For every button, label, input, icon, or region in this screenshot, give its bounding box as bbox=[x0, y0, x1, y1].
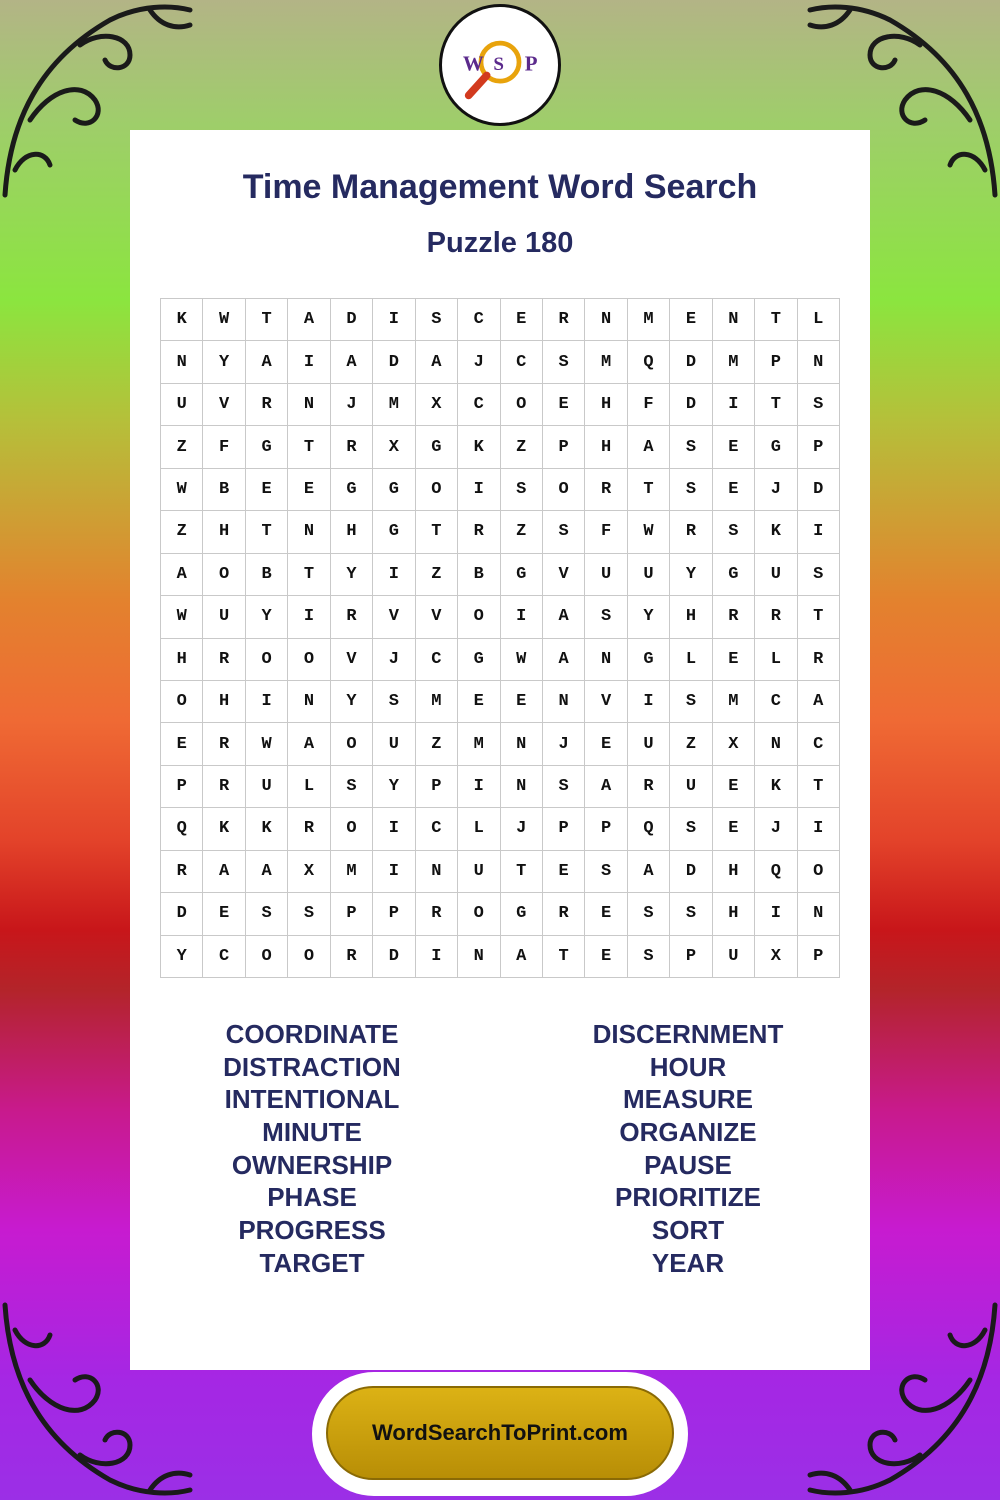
grid-cell: O bbox=[543, 469, 585, 511]
grid-cell: E bbox=[713, 639, 755, 681]
grid-cell: A bbox=[203, 851, 245, 893]
grid-cell: J bbox=[458, 341, 500, 383]
grid-cell: Y bbox=[628, 596, 670, 638]
grid-cell: C bbox=[798, 723, 840, 765]
grid-cell: P bbox=[543, 808, 585, 850]
grid-cell: O bbox=[246, 639, 288, 681]
grid-cell: D bbox=[331, 299, 373, 341]
grid-cell: N bbox=[288, 384, 330, 426]
grid-cell: S bbox=[798, 384, 840, 426]
grid-cell: K bbox=[755, 511, 797, 553]
grid-cell: C bbox=[203, 936, 245, 978]
word-list-item: PAUSE bbox=[644, 1149, 732, 1180]
grid-cell: S bbox=[373, 681, 415, 723]
grid-cell: A bbox=[585, 766, 627, 808]
grid-cell: A bbox=[628, 851, 670, 893]
grid-cell: N bbox=[543, 681, 585, 723]
word-list-item: YEAR bbox=[651, 1247, 725, 1278]
grid-cell: O bbox=[203, 554, 245, 596]
grid-cell: J bbox=[543, 723, 585, 765]
grid-cell: F bbox=[203, 426, 245, 468]
grid-cell: N bbox=[585, 299, 627, 341]
grid-cell: M bbox=[713, 681, 755, 723]
grid-cell: A bbox=[543, 596, 585, 638]
grid-cell: F bbox=[585, 511, 627, 553]
word-list-item: ORGANIZE bbox=[619, 1117, 757, 1148]
grid-cell: G bbox=[331, 469, 373, 511]
grid-cell: I bbox=[755, 893, 797, 935]
grid-cell: K bbox=[161, 299, 203, 341]
grid-cell: R bbox=[203, 723, 245, 765]
grid-cell: N bbox=[798, 893, 840, 935]
grid-cell: S bbox=[670, 426, 712, 468]
grid-cell: Z bbox=[416, 723, 458, 765]
grid-cell: Y bbox=[331, 681, 373, 723]
grid-cell: Y bbox=[373, 766, 415, 808]
grid-cell: G bbox=[501, 893, 543, 935]
grid-cell: R bbox=[161, 851, 203, 893]
grid-cell: O bbox=[288, 936, 330, 978]
grid-cell: S bbox=[670, 469, 712, 511]
grid-cell: I bbox=[798, 511, 840, 553]
grid-cell: S bbox=[501, 469, 543, 511]
grid-cell: W bbox=[501, 639, 543, 681]
grid-cell: G bbox=[755, 426, 797, 468]
grid-cell: X bbox=[713, 723, 755, 765]
grid-cell: Z bbox=[670, 723, 712, 765]
grid-cell: S bbox=[798, 554, 840, 596]
site-link[interactable]: WordSearchToPrint.com bbox=[372, 1420, 628, 1445]
grid-cell: Q bbox=[628, 808, 670, 850]
grid-cell: I bbox=[373, 299, 415, 341]
grid-cell: S bbox=[543, 341, 585, 383]
grid-cell: A bbox=[246, 341, 288, 383]
grid-cell: E bbox=[203, 893, 245, 935]
grid-cell: A bbox=[628, 426, 670, 468]
grid-cell: N bbox=[288, 681, 330, 723]
grid-cell: B bbox=[458, 554, 500, 596]
grid-cell: E bbox=[670, 299, 712, 341]
grid-cell: A bbox=[331, 341, 373, 383]
grid-cell: E bbox=[458, 681, 500, 723]
grid-cell: V bbox=[585, 681, 627, 723]
grid-cell: A bbox=[501, 936, 543, 978]
grid-cell: P bbox=[373, 893, 415, 935]
grid-cell: H bbox=[203, 511, 245, 553]
grid-cell: M bbox=[585, 341, 627, 383]
grid-cell: I bbox=[458, 766, 500, 808]
grid-cell: H bbox=[713, 851, 755, 893]
grid-cell: R bbox=[331, 426, 373, 468]
grid-cell: R bbox=[331, 936, 373, 978]
grid-cell: H bbox=[670, 596, 712, 638]
grid-cell: S bbox=[628, 893, 670, 935]
grid-cell: M bbox=[713, 341, 755, 383]
grid-cell: M bbox=[331, 851, 373, 893]
grid-cell: G bbox=[713, 554, 755, 596]
word-list-item: DISCERNMENT bbox=[592, 1019, 784, 1049]
grid-cell: A bbox=[798, 681, 840, 723]
grid-cell: P bbox=[798, 936, 840, 978]
grid-cell: B bbox=[203, 469, 245, 511]
grid-cell: I bbox=[501, 596, 543, 638]
grid-cell: A bbox=[288, 299, 330, 341]
word-list-item: INTENTIONAL bbox=[224, 1084, 400, 1115]
grid-cell: C bbox=[755, 681, 797, 723]
grid-cell: C bbox=[501, 341, 543, 383]
grid-cell: G bbox=[458, 639, 500, 681]
grid-cell: A bbox=[288, 723, 330, 765]
grid-cell: P bbox=[585, 808, 627, 850]
grid-cell: R bbox=[670, 511, 712, 553]
word-list-right bbox=[538, 1018, 838, 1280]
grid-cell: D bbox=[161, 893, 203, 935]
grid-cell: T bbox=[755, 299, 797, 341]
grid-cell: W bbox=[628, 511, 670, 553]
footer-pill[interactable] bbox=[326, 1386, 674, 1480]
word-list-item: SORT bbox=[651, 1215, 725, 1246]
grid-cell: S bbox=[585, 851, 627, 893]
grid-cell: O bbox=[458, 893, 500, 935]
grid-cell: S bbox=[585, 596, 627, 638]
grid-cell: Z bbox=[161, 426, 203, 468]
grid-cell: I bbox=[416, 936, 458, 978]
grid-cell: O bbox=[161, 681, 203, 723]
grid-cell: T bbox=[628, 469, 670, 511]
grid-cell: A bbox=[161, 554, 203, 596]
grid-cell: N bbox=[585, 639, 627, 681]
grid-cell: C bbox=[416, 808, 458, 850]
grid-cell: E bbox=[543, 384, 585, 426]
grid-cell: E bbox=[713, 766, 755, 808]
page-title: Time Management Word Search bbox=[242, 168, 758, 206]
grid-cell: R bbox=[331, 596, 373, 638]
grid-cell: G bbox=[246, 426, 288, 468]
grid-cell: E bbox=[543, 851, 585, 893]
grid-cell: X bbox=[416, 384, 458, 426]
grid-cell: Y bbox=[246, 596, 288, 638]
grid-cell: G bbox=[373, 469, 415, 511]
grid-cell: N bbox=[798, 341, 840, 383]
grid-cell: T bbox=[246, 511, 288, 553]
grid-cell: P bbox=[670, 936, 712, 978]
grid-cell: E bbox=[585, 723, 627, 765]
grid-cell: J bbox=[755, 469, 797, 511]
grid-cell: S bbox=[713, 511, 755, 553]
grid-cell: I bbox=[713, 384, 755, 426]
grid-cell: R bbox=[203, 766, 245, 808]
grid-cell: I bbox=[288, 596, 330, 638]
grid-cell: B bbox=[246, 554, 288, 596]
grid-cell: S bbox=[543, 766, 585, 808]
grid-cell: E bbox=[501, 681, 543, 723]
grid-cell: A bbox=[543, 639, 585, 681]
grid-cell: V bbox=[373, 596, 415, 638]
grid-cell: I bbox=[458, 469, 500, 511]
grid-cell: U bbox=[373, 723, 415, 765]
grid-cell: U bbox=[458, 851, 500, 893]
grid-cell: N bbox=[288, 511, 330, 553]
grid-cell: H bbox=[331, 511, 373, 553]
grid-cell: R bbox=[543, 893, 585, 935]
grid-cell: I bbox=[373, 554, 415, 596]
grid-cell: Z bbox=[501, 511, 543, 553]
grid-cell: I bbox=[246, 681, 288, 723]
word-list-item: PHASE bbox=[267, 1182, 357, 1213]
grid-cell: L bbox=[670, 639, 712, 681]
grid-cell: S bbox=[331, 766, 373, 808]
word-list-item: PRIORITIZE bbox=[615, 1182, 761, 1213]
logo-letter-s: S bbox=[493, 53, 504, 75]
grid-cell: A bbox=[246, 851, 288, 893]
grid-cell: G bbox=[416, 426, 458, 468]
grid-cell: Z bbox=[161, 511, 203, 553]
grid-cell: S bbox=[628, 936, 670, 978]
grid-cell: S bbox=[670, 681, 712, 723]
grid-cell: I bbox=[798, 808, 840, 850]
grid-cell: P bbox=[798, 426, 840, 468]
grid-cell: T bbox=[288, 554, 330, 596]
grid-cell: W bbox=[161, 596, 203, 638]
grid-cell: L bbox=[755, 639, 797, 681]
grid-cell: R bbox=[585, 469, 627, 511]
grid-cell: O bbox=[331, 723, 373, 765]
grid-cell: T bbox=[543, 936, 585, 978]
grid-cell: T bbox=[246, 299, 288, 341]
grid-cell: P bbox=[543, 426, 585, 468]
grid-cell: U bbox=[755, 554, 797, 596]
grid-cell: I bbox=[373, 851, 415, 893]
word-list-item: TARGET bbox=[259, 1247, 365, 1278]
grid-cell: G bbox=[628, 639, 670, 681]
footer-badge bbox=[312, 1372, 688, 1496]
grid-cell: N bbox=[501, 766, 543, 808]
grid-cell: E bbox=[585, 936, 627, 978]
grid-cell: E bbox=[501, 299, 543, 341]
grid-cell: M bbox=[628, 299, 670, 341]
grid-cell: E bbox=[713, 426, 755, 468]
grid-cell: N bbox=[755, 723, 797, 765]
grid-cell: D bbox=[373, 341, 415, 383]
grid-cell: O bbox=[246, 936, 288, 978]
word-list-item: HOUR bbox=[649, 1051, 727, 1082]
grid-cell: I bbox=[373, 808, 415, 850]
grid-cell: Y bbox=[203, 341, 245, 383]
grid-cell: T bbox=[798, 766, 840, 808]
grid-cell: S bbox=[670, 893, 712, 935]
grid-cell: X bbox=[373, 426, 415, 468]
grid-cell: T bbox=[501, 851, 543, 893]
grid-cell: M bbox=[373, 384, 415, 426]
grid-cell: P bbox=[755, 341, 797, 383]
grid-cell: G bbox=[373, 511, 415, 553]
grid-cell: O bbox=[288, 639, 330, 681]
grid-cell: N bbox=[501, 723, 543, 765]
grid-cell: K bbox=[458, 426, 500, 468]
grid-cell: T bbox=[288, 426, 330, 468]
grid-cell: V bbox=[416, 596, 458, 638]
grid-cell: H bbox=[713, 893, 755, 935]
grid-cell: H bbox=[585, 384, 627, 426]
grid-cell: S bbox=[416, 299, 458, 341]
grid-cell: V bbox=[331, 639, 373, 681]
grid-cell: K bbox=[755, 766, 797, 808]
logo-letter-p: P bbox=[524, 51, 538, 76]
grid-cell: S bbox=[246, 893, 288, 935]
grid-cell: R bbox=[798, 639, 840, 681]
grid-cell: P bbox=[161, 766, 203, 808]
word-list-left bbox=[162, 1018, 462, 1280]
grid-cell: W bbox=[203, 299, 245, 341]
grid-cell: S bbox=[288, 893, 330, 935]
grid-cell: Q bbox=[628, 341, 670, 383]
grid-cell: R bbox=[203, 639, 245, 681]
grid-cell: L bbox=[288, 766, 330, 808]
grid-cell: U bbox=[628, 723, 670, 765]
grid-cell: U bbox=[628, 554, 670, 596]
grid-cell: X bbox=[755, 936, 797, 978]
grid-cell: O bbox=[331, 808, 373, 850]
grid-cell: J bbox=[501, 808, 543, 850]
grid-cell: R bbox=[246, 384, 288, 426]
grid-cell: O bbox=[798, 851, 840, 893]
grid-cell: R bbox=[543, 299, 585, 341]
grid-cell: X bbox=[288, 851, 330, 893]
grid-cell: M bbox=[458, 723, 500, 765]
grid-cell: C bbox=[416, 639, 458, 681]
grid-cell: R bbox=[458, 511, 500, 553]
grid-cell: J bbox=[755, 808, 797, 850]
grid-cell: M bbox=[416, 681, 458, 723]
grid-cell: U bbox=[670, 766, 712, 808]
grid-cell: Z bbox=[416, 554, 458, 596]
grid-cell: O bbox=[416, 469, 458, 511]
puzzle-panel bbox=[130, 130, 870, 1370]
grid-cell: E bbox=[585, 893, 627, 935]
grid-cell: H bbox=[203, 681, 245, 723]
grid-cell: N bbox=[458, 936, 500, 978]
grid-cell: O bbox=[458, 596, 500, 638]
grid-cell: D bbox=[670, 384, 712, 426]
grid-cell: U bbox=[203, 596, 245, 638]
grid-cell: U bbox=[246, 766, 288, 808]
grid-cell: D bbox=[670, 341, 712, 383]
grid-cell: R bbox=[628, 766, 670, 808]
grid-cell: E bbox=[288, 469, 330, 511]
grid-cell: E bbox=[713, 469, 755, 511]
logo-letter-w: W bbox=[462, 51, 484, 76]
grid-cell: T bbox=[416, 511, 458, 553]
grid-cell: Q bbox=[755, 851, 797, 893]
grid-cell: G bbox=[501, 554, 543, 596]
grid-cell: J bbox=[331, 384, 373, 426]
word-list-item: MEASURE bbox=[622, 1084, 753, 1115]
word-list-item: COORDINATE bbox=[225, 1019, 399, 1049]
grid-cell: R bbox=[416, 893, 458, 935]
grid-cell: S bbox=[543, 511, 585, 553]
grid-cell: D bbox=[373, 936, 415, 978]
grid-cell: R bbox=[288, 808, 330, 850]
word-list-item: OWNERSHIP bbox=[231, 1149, 393, 1180]
grid-cell: Y bbox=[670, 554, 712, 596]
grid-cell: Z bbox=[501, 426, 543, 468]
grid-cell: U bbox=[713, 936, 755, 978]
grid-cell: D bbox=[670, 851, 712, 893]
word-list-item: PROGRESS bbox=[238, 1215, 386, 1246]
grid-cell: E bbox=[161, 723, 203, 765]
grid-cell: L bbox=[458, 808, 500, 850]
grid-cell: C bbox=[458, 384, 500, 426]
grid-cell: Y bbox=[161, 936, 203, 978]
grid-cell: F bbox=[628, 384, 670, 426]
grid-cell: N bbox=[416, 851, 458, 893]
grid-cell: E bbox=[246, 469, 288, 511]
grid-cell: K bbox=[246, 808, 288, 850]
grid-cell: V bbox=[203, 384, 245, 426]
word-list-item: DISTRACTION bbox=[223, 1051, 401, 1082]
letter-grid bbox=[160, 298, 840, 978]
grid-cell: E bbox=[713, 808, 755, 850]
grid-cell: P bbox=[331, 893, 373, 935]
grid-cell: U bbox=[585, 554, 627, 596]
grid-cell: K bbox=[203, 808, 245, 850]
grid-cell: V bbox=[543, 554, 585, 596]
grid-cell: N bbox=[713, 299, 755, 341]
grid-cell: T bbox=[798, 596, 840, 638]
grid-cell: Q bbox=[161, 808, 203, 850]
grid-cell: L bbox=[798, 299, 840, 341]
word-list-item: MINUTE bbox=[262, 1117, 362, 1148]
wsp-logo bbox=[439, 4, 561, 126]
grid-cell: U bbox=[161, 384, 203, 426]
grid-cell: P bbox=[416, 766, 458, 808]
grid-cell: A bbox=[416, 341, 458, 383]
grid-cell: T bbox=[755, 384, 797, 426]
grid-cell: Y bbox=[331, 554, 373, 596]
grid-cell: S bbox=[670, 808, 712, 850]
grid-cell: D bbox=[798, 469, 840, 511]
grid-cell: H bbox=[585, 426, 627, 468]
grid-cell: R bbox=[713, 596, 755, 638]
grid-cell: I bbox=[628, 681, 670, 723]
grid-cell: O bbox=[501, 384, 543, 426]
grid-cell: R bbox=[755, 596, 797, 638]
grid-cell: W bbox=[161, 469, 203, 511]
grid-cell: I bbox=[288, 341, 330, 383]
grid-cell: J bbox=[373, 639, 415, 681]
grid-cell: W bbox=[246, 723, 288, 765]
grid-cell: C bbox=[458, 299, 500, 341]
puzzle-number: Puzzle 180 bbox=[426, 227, 574, 259]
grid-cell: N bbox=[161, 341, 203, 383]
grid-cell: H bbox=[161, 639, 203, 681]
